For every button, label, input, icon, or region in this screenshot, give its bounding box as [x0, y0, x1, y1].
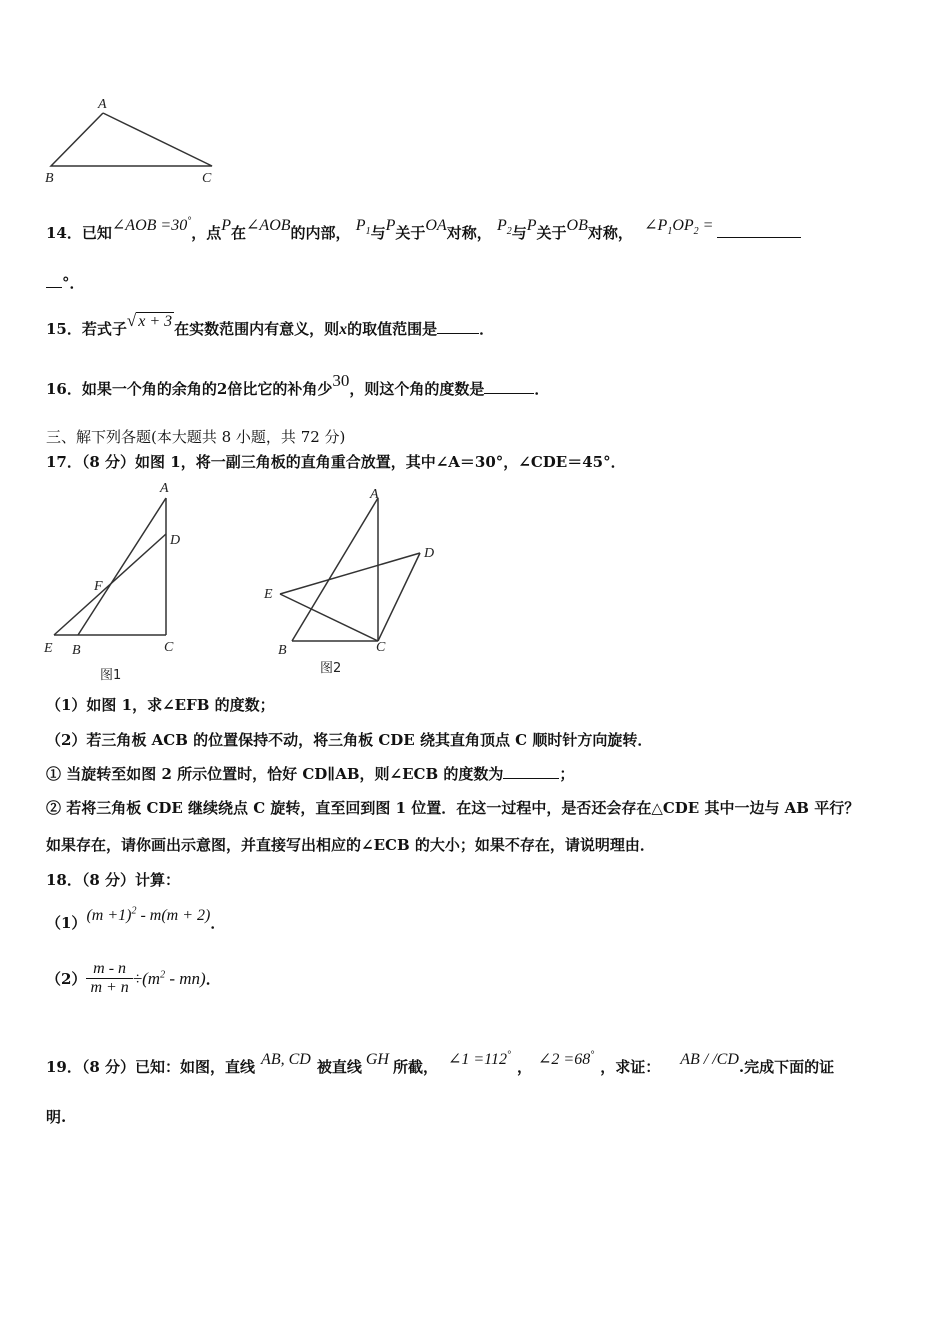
fig1-label-b: B [72, 643, 81, 658]
fig1-label-e: E [44, 641, 53, 656]
fig2-caption: 图2 [320, 661, 342, 676]
fig1-label-f: F [94, 579, 103, 594]
figure-1 [40, 478, 200, 688]
answer-blank-15[interactable] [437, 332, 479, 334]
fig2-label-c: C [376, 640, 386, 655]
question-17-part2-2: ② 若将三角板 CDE 继续绕点 C 旋转，直至回到图 1 位置．在这一过程中，是否还会存在△CDE 其中一边与 AB 平行？ [46, 799, 860, 817]
question-17-part2-1: ① 当旋转至如图 2 所示位置时，恰好 CD∥AB，则∠ECB 的度数为 ； [46, 765, 575, 783]
triangle-abc-figure [40, 92, 230, 190]
label-a: A [98, 97, 107, 112]
question-19-cont: 明. [46, 1108, 67, 1126]
question-17-part2-2-cont: 如果存在，请你画出示意图，并直接写出相应的∠ECB 的大小；如果不存在，请说明理由． [46, 836, 655, 854]
label-b: B [45, 171, 54, 186]
question-16: 16．如果一个角的余角的2倍比它的补角少30，则这个角的度数是 ． [46, 371, 550, 398]
question-17-head: 17．（8 分）如图 1，将一副三角板的直角重合放置，其中∠A＝30°，∠CDE＝45°． [46, 453, 626, 471]
fig2-label-e: E [264, 587, 273, 602]
question-15: 15．若式子√ x + 3 在实数范围内有意义，则x的取值范围是 ． [46, 311, 495, 338]
fig1-label-a: A [160, 481, 169, 496]
figure-2 [258, 478, 448, 688]
question-18-part2: （2） $\frac{m - n}{m + n}$ $\div(m^2 - mn)$． [46, 960, 221, 996]
fig2-label-d: D [424, 546, 435, 561]
fig2-label-a: A [370, 487, 379, 502]
question-17-part1: （1）如图 1，求∠EFB 的度数； [46, 696, 275, 714]
question-18-head: 18．（8 分）计算： [46, 871, 181, 889]
question-14-cont: °． [46, 272, 85, 293]
answer-blank-17[interactable] [503, 777, 559, 779]
fig1-label-c: C [164, 640, 174, 655]
answer-blank-14[interactable] [717, 236, 801, 238]
label-c: C [202, 171, 212, 186]
question-19: 19．（8 分）已知：如图，直线 AB, CD 被直线 GH 所截， ∠1 =112°， ∠2 =68°，求证： AB / /CD.完成下面的证 [46, 1049, 835, 1076]
fraction: $\frac{m - n}{m + n}$ [86, 960, 132, 997]
section-3-heading: 三、解下列各题(本大题共 8 小题，共 72 分) [46, 428, 346, 446]
question-17-part2: （2）若三角板 ACB 的位置保持不动，将三角板 CDE 绕其直角顶点 C 顺时针方向旋转． [46, 731, 653, 749]
fig1-caption: 图1 [100, 668, 122, 683]
answer-blank-14b[interactable] [46, 286, 62, 288]
question-14: 14．已知∠AOB =30°，点P在∠AOB的内部， $P_1$与P关于OA对称， $P_2$与P关于OB对称， $\angle P_1OP_2$ = [46, 222, 801, 245]
answer-blank-16[interactable] [484, 392, 534, 394]
fig2-label-b: B [278, 643, 287, 658]
question-18-part1: $(1)(m +1)^2 - m(m + 2)$． [46, 905, 226, 932]
fig1-label-d: D [170, 533, 181, 548]
